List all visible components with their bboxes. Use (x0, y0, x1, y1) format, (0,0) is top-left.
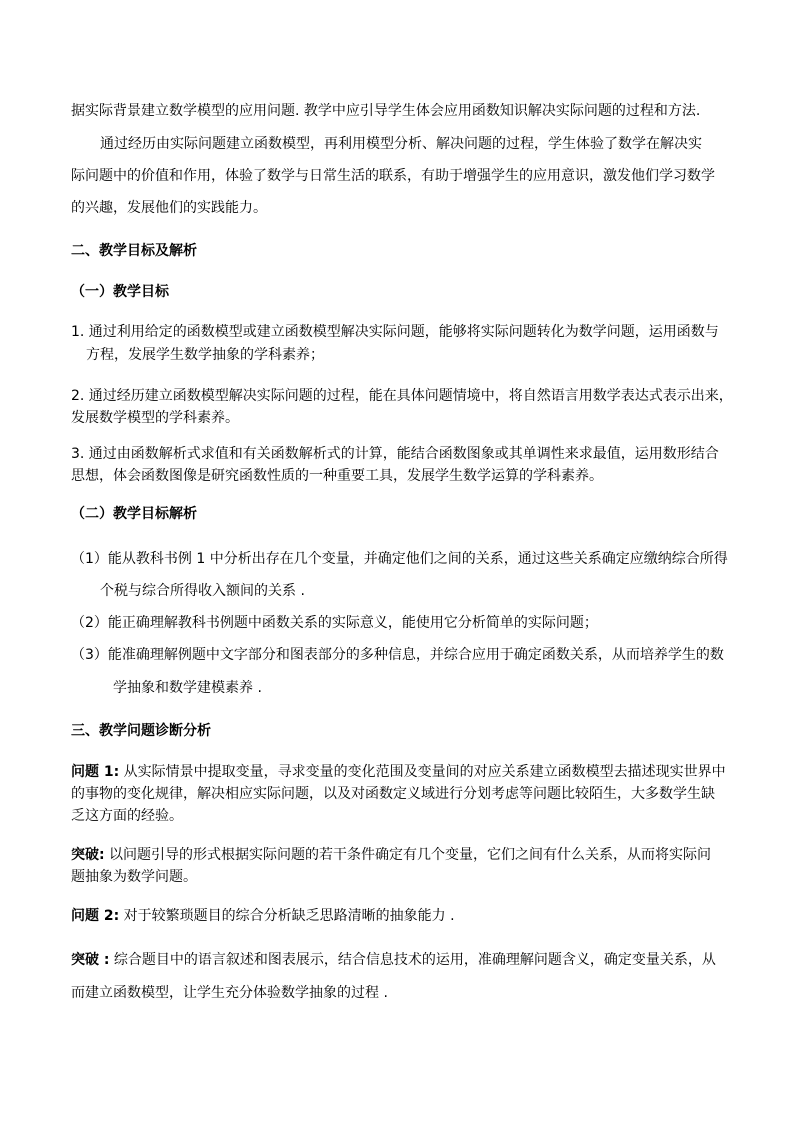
section-heading: 三、教学问题诊断分析 (71, 723, 211, 739)
analysis-item-continuation: 个税与综合所得收入额间的关系 . (100, 583, 305, 599)
intro-line: 据实际背景建立数学模型的应用问题. 教学中应引导学生体会应用函数知识解决实际问题的过程和方法. (71, 103, 701, 119)
breakthrough-paragraph (71, 845, 711, 865)
intro-paragraph-line: 际问题中的价值和作用，体验了数学与日常生活的联系，有助于增强学生的应用意识，激发他们学习数学 (71, 168, 715, 184)
analysis-item: （1）能从教科书例 1 中分析出存在几个变量，并确定他们之间的关系，通过这些关系确定应缴纳综合所得 (71, 551, 728, 567)
breakthrough-label: 突破 : (71, 952, 110, 968)
goal-item-continuation: 方程，发展学生数学抽象的学科素养； (86, 347, 324, 363)
goal-item: 2. 通过经历建立函数模型解决实际问题的过程，能在具体问题情境中，将自然语言用数学表达式表示出来， (71, 388, 733, 404)
section-heading: 二、教学目标及解析 (71, 243, 197, 259)
breakthrough-paragraph-line: 而建立函数模型，让学生充分体验数学抽象的过程 . (71, 985, 388, 1001)
intro-paragraph-line: 的兴趣，发展他们的实践能力。 (71, 200, 267, 216)
breakthrough-text: 以问题引导的形式根据实际问题的若干条件确定有几个变量，它们之间有什么关系，从而将实际问 (104, 847, 712, 863)
breakthrough-paragraph-line: 题抽象为数学问题。 (71, 869, 197, 885)
analysis-item: （2）能正确理解教科书例题中函数关系的实际意义，能使用它分析简单的实际问题； (71, 615, 598, 631)
problem-paragraph (71, 762, 726, 782)
breakthrough-text: 综合题目中的语言叙述和图表展示，结合信息技术的运用，准确理解问题含义，确定变量关系，从 (109, 952, 716, 968)
problem-text: 从实际情景中提取变量，寻求变量的变化范围及变量间的对应关系建立函数模型去描述现实世界中 (119, 764, 726, 780)
goal-item-continuation: 思想，体会函数图像是研究函数性质的一种重要工具，发展学生数学运算的学科素养。 (71, 468, 603, 484)
problem-label: 问题 1: (71, 764, 120, 780)
analysis-item-continuation: 学抽象和数学建模素养 . (113, 680, 262, 696)
analysis-item: （3）能准确理解例题中文字部分和图表部分的多种信息，并综合应用于确定函数关系，从而培养学生的数 (71, 647, 724, 663)
goal-item-continuation: 发展数学模型的学科素养。 (71, 410, 239, 426)
goal-item: 1. 通过利用给定的函数模型或建立函数模型解决实际问题，能够将实际问题转化为数学问题，运用函数与 (71, 324, 719, 340)
problem-text: 对于较繁琐题目的综合分析缺乏思路清晰的抽象能力 . (119, 908, 455, 924)
intro-paragraph-line: 通过经历由实际问题建立函数模型，再利用模型分析、解决问题的过程，学生体验了数学在解决实 (100, 136, 702, 152)
subsection-heading: （二）教学目标解析 (71, 506, 197, 522)
breakthrough-paragraph (71, 950, 716, 970)
problem-label: 问题 2: (71, 908, 120, 924)
goal-item: 3. 通过由函数解析式求值和有关函数解析式的计算，能结合函数图象或其单调性来求最值，运用数形结合 (71, 446, 719, 462)
subsection-heading: （一）教学目标 (71, 284, 169, 300)
breakthrough-label: 突破: (71, 847, 105, 863)
problem-paragraph-line: 的事物的变化规律，解决相应实际问题，以及对函数定义域进行分划考虑等问题比较陌生，大多数学生缺 (71, 786, 715, 802)
problem-paragraph (71, 906, 455, 926)
problem-paragraph-line: 乏这方面的经验。 (71, 808, 183, 824)
